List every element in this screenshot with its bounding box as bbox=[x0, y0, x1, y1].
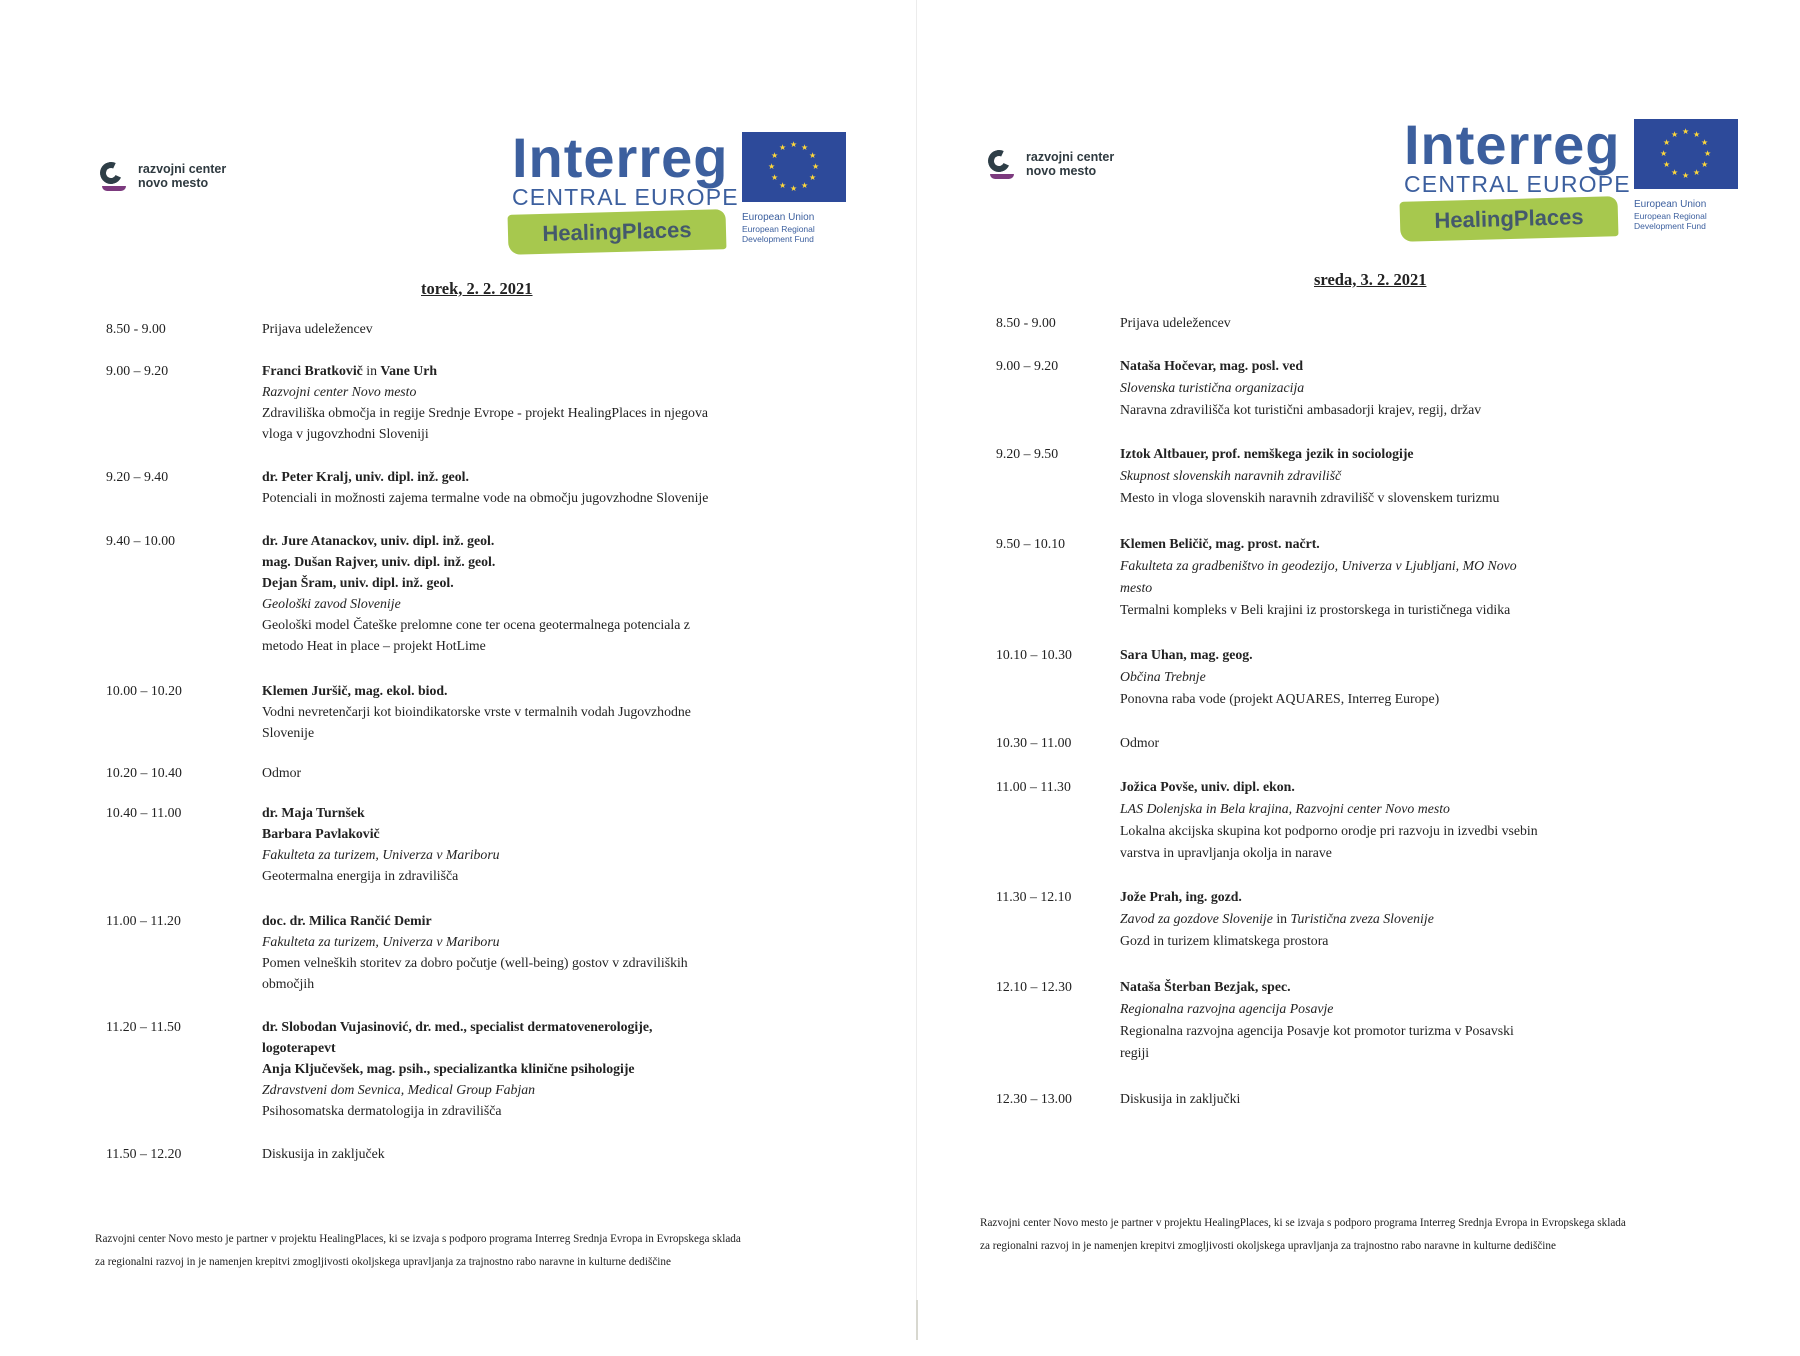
interreg-logo bbox=[512, 126, 852, 260]
organization-name: Geološki zavod Slovenije bbox=[262, 596, 401, 611]
eu-star-icon: ★ bbox=[770, 173, 779, 182]
session-topic: Geotermalna energija in zdravilišča bbox=[262, 868, 459, 883]
organization-name: Turistična zveza Slovenije bbox=[1290, 911, 1434, 926]
footer-line1: Razvojni center Novo mesto je partner v projektu HealingPlaces, ki se izvaja s podporo programa Interreg Srednja Evropa in Evropskega sklada bbox=[980, 1217, 1626, 1229]
footer-line2: za regionalni razvoj in je namenjen krepitvi zmogljivosti okoljskega upravljanja za trajnostno rabo naravne in kulturne dediščine bbox=[980, 1240, 1556, 1252]
session-topic: Diskusija in zaključki bbox=[1120, 1091, 1241, 1106]
connector-text: in bbox=[1272, 911, 1291, 926]
session-topic: Slovenije bbox=[262, 725, 315, 740]
interreg-wordmark: Interreg bbox=[1404, 113, 1621, 176]
session-topic: Geološki model Čateške prelomne cone ter ocena geotermalnega potenciala z bbox=[262, 617, 690, 632]
interreg-wordmark: Interreg bbox=[512, 126, 729, 189]
session-content bbox=[1120, 312, 1231, 334]
speaker-name: dr. Maja Turnšek bbox=[262, 805, 365, 820]
eu-star-icon: ★ bbox=[1662, 138, 1671, 147]
session-topic: Vodni nevretenčarji kot bioindikatorske vrste v termalnih vodah Jugovzhodne bbox=[262, 704, 691, 719]
session-time: 11.20 – 11.50 bbox=[106, 1019, 181, 1034]
session-time: 9.00 – 9.20 bbox=[996, 358, 1059, 373]
page-footer bbox=[980, 1212, 1626, 1258]
organization-name: LAS Dolenjska in Bela krajina, Razvojni center Novo mesto bbox=[1120, 801, 1450, 816]
eu-star-icon: ★ bbox=[790, 184, 798, 193]
razvojni-center-mark-icon bbox=[986, 148, 1018, 180]
session-line bbox=[1120, 908, 1434, 930]
speaker-name: Franci Bratkovič bbox=[262, 363, 363, 378]
eu-caption bbox=[1634, 199, 1707, 231]
eu-flag-icon bbox=[742, 132, 846, 202]
eu-star-icon: ★ bbox=[809, 173, 817, 182]
organization-name: Skupnost slovenskih naravnih zdravilišč bbox=[1120, 468, 1342, 483]
document-page-2 bbox=[900, 0, 1800, 1356]
session-time: 9.20 – 9.50 bbox=[996, 446, 1059, 461]
rc-logo-line2: novo mesto bbox=[138, 176, 209, 190]
organization-name: mesto bbox=[1120, 580, 1153, 595]
session-topic: Lokalna akcijska skupina kot podporno orodje pri razvoju in izvedbi vsebin bbox=[1120, 823, 1538, 838]
eu-caption-line3: Development Fund bbox=[1634, 221, 1706, 231]
eu-caption-line2: European Regional bbox=[1634, 211, 1707, 221]
speaker-name: Barbara Pavlakovič bbox=[262, 826, 380, 841]
eu-star-icon: ★ bbox=[1701, 138, 1709, 147]
speaker-name: Iztok Altbauer, prof. nemškega jezik in sociologije bbox=[1120, 446, 1414, 461]
eu-star-icon: ★ bbox=[779, 142, 787, 152]
session-time: 9.20 – 9.40 bbox=[106, 469, 169, 484]
speaker-name: Jožica Povše, univ. dipl. ekon. bbox=[1120, 779, 1295, 794]
session-content bbox=[262, 530, 690, 656]
eu-caption-line2: European Regional bbox=[742, 224, 815, 234]
session-time: 11.50 – 12.20 bbox=[106, 1146, 182, 1161]
session-topic: Pomen velneških storitev za dobro počutje (well-being) gostov v zdraviliških bbox=[262, 955, 688, 970]
session-time: 11.00 – 11.20 bbox=[106, 913, 181, 928]
eu-star-icon: ★ bbox=[1701, 160, 1709, 169]
session-topic: regiji bbox=[1120, 1045, 1150, 1060]
speaker-name: dr. Slobodan Vujasinović, dr. med., specialist dermatovenerologije, bbox=[262, 1019, 653, 1034]
session-topic: Ponovna raba vode (projekt AQUARES, Interreg Europe) bbox=[1120, 691, 1440, 706]
speaker-name: logoterapevt bbox=[262, 1040, 336, 1055]
speaker-name: Jože Prah, ing. gozd. bbox=[1120, 889, 1242, 904]
eu-star-icon: ★ bbox=[1704, 149, 1712, 158]
session-topic: varstva in upravljanja okolja in narave bbox=[1120, 845, 1332, 860]
session-time: 8.50 - 9.00 bbox=[996, 315, 1056, 330]
eu-star-icon: ★ bbox=[1671, 129, 1679, 139]
speaker-name: dr. Peter Kralj, univ. dipl. inž. geol. bbox=[262, 469, 469, 484]
eu-caption-line3: Development Fund bbox=[742, 234, 814, 244]
organization-name: Razvojni center Novo mesto bbox=[262, 384, 417, 399]
session-topic: Potenciali in možnosti zajema termalne vode na območju jugovzhodne Slovenije bbox=[262, 490, 709, 505]
eu-star-icon: ★ bbox=[1693, 129, 1701, 139]
eu-star-icon: ★ bbox=[770, 151, 779, 160]
session-topic: Mesto in vloga slovenskih naravnih zdravilišč v slovenskem turizmu bbox=[1120, 490, 1500, 505]
eu-star-icon: ★ bbox=[812, 162, 820, 171]
eu-star-icon: ★ bbox=[1671, 168, 1679, 178]
session-topic: Diskusija in zaključek bbox=[262, 1146, 385, 1161]
eu-star-icon: ★ bbox=[768, 162, 776, 171]
session-time: 12.30 – 13.00 bbox=[996, 1091, 1072, 1106]
session-topic: Naravna zdravilišča kot turistični ambasadorji krajev, regij, držav bbox=[1120, 402, 1482, 417]
session-topic: Termalni kompleks v Beli krajini iz prostorskega in turističnega vidika bbox=[1120, 602, 1511, 617]
eu-caption bbox=[742, 212, 815, 244]
session-line bbox=[262, 360, 708, 381]
organization-name: Regionalna razvojna agencija Posavje bbox=[1120, 1001, 1334, 1016]
organization-name: Občina Trebnje bbox=[1120, 669, 1206, 684]
footer-line2: za regionalni razvoj in je namenjen krepitvi zmogljivosti okoljskega upravljanja za trajnostno rabo naravne in kulturne dediščine bbox=[95, 1256, 671, 1268]
session-content bbox=[262, 1016, 652, 1121]
healingplaces-band bbox=[1400, 196, 1619, 242]
eu-star-icon: ★ bbox=[1662, 160, 1671, 169]
razvojni-center-mark-icon bbox=[98, 160, 130, 192]
speaker-name: doc. dr. Milica Rančić Demir bbox=[262, 913, 432, 928]
session-time: 10.30 – 11.00 bbox=[996, 735, 1072, 750]
session-content bbox=[262, 318, 373, 339]
session-content bbox=[1120, 776, 1538, 864]
eu-star-icon: ★ bbox=[1682, 171, 1690, 180]
eu-flag-icon bbox=[1634, 119, 1738, 189]
speaker-name: Klemen Beličič, mag. prost. načrt. bbox=[1120, 536, 1320, 551]
session-topic: Odmor bbox=[1120, 735, 1160, 750]
interreg-programme: CENTRAL EUROPE bbox=[1404, 171, 1631, 197]
session-time: 10.10 – 10.30 bbox=[996, 647, 1072, 662]
organization-name: Fakulteta za turizem, Univerza v Mariboru bbox=[262, 847, 500, 862]
interreg-logo bbox=[1404, 113, 1744, 247]
organization-name: Zdravstveni dom Sevnica, Medical Group Fabjan bbox=[262, 1082, 536, 1097]
session-time: 10.20 – 10.40 bbox=[106, 765, 182, 780]
speaker-name: dr. Jure Atanackov, univ. dipl. inž. geol. bbox=[262, 533, 495, 548]
razvojni-center-logo bbox=[98, 160, 226, 192]
session-content bbox=[262, 910, 688, 994]
eu-star-icon: ★ bbox=[809, 151, 817, 160]
session-content bbox=[262, 360, 708, 444]
session-topic: Regionalna razvojna agencija Posavje kot promotor turizma v Posavski bbox=[1120, 1023, 1514, 1038]
organization-name: Zavod za gozdove Slovenije bbox=[1120, 911, 1273, 926]
session-topic: Prijava udeležencev bbox=[262, 321, 373, 336]
interreg-programme: CENTRAL EUROPE bbox=[512, 184, 739, 210]
organization-name: Fakulteta za turizem, Univerza v Mariboru bbox=[262, 934, 500, 949]
session-topic: območjih bbox=[262, 976, 315, 991]
organization-name: Slovenska turistična organizacija bbox=[1120, 380, 1305, 395]
eu-caption-line1: European Union bbox=[1634, 199, 1707, 210]
rc-logo-line1: razvojni center bbox=[138, 162, 227, 176]
session-time: 10.00 – 10.20 bbox=[106, 683, 182, 698]
eu-star-icon: ★ bbox=[801, 181, 809, 191]
session-topic: Psihosomatska dermatologija in zdravilišča bbox=[262, 1103, 502, 1118]
eu-star-icon: ★ bbox=[1682, 127, 1690, 136]
session-content bbox=[1120, 443, 1499, 509]
session-topic: vloga v jugovzhodni Sloveniji bbox=[262, 426, 429, 441]
session-time: 12.10 – 12.30 bbox=[996, 979, 1072, 994]
session-time: 9.00 – 9.20 bbox=[106, 363, 169, 378]
speaker-name: mag. Dušan Rajver, univ. dipl. inž. geol. bbox=[262, 554, 496, 569]
page-footer bbox=[95, 1228, 741, 1274]
session-time: 8.50 - 9.00 bbox=[106, 321, 166, 336]
speaker-name: Vane Urh bbox=[380, 363, 438, 378]
session-content bbox=[1120, 644, 1439, 710]
session-topic: Zdraviliška območja in regije Srednje Evrope - projekt HealingPlaces in njegova bbox=[262, 405, 708, 420]
eu-caption-line1: European Union bbox=[742, 212, 815, 223]
healingplaces-band bbox=[508, 209, 727, 255]
project-name: HealingPlaces bbox=[1434, 204, 1584, 233]
connector-text: in bbox=[362, 363, 381, 378]
session-content bbox=[262, 466, 708, 508]
razvojni-center-logo bbox=[986, 148, 1114, 180]
eu-star-icon: ★ bbox=[1693, 168, 1701, 178]
eu-star-icon: ★ bbox=[790, 140, 798, 149]
session-topic: Gozd in turizem klimatskega prostora bbox=[1120, 933, 1329, 948]
speaker-name: Dejan Šram, univ. dipl. inž. geol. bbox=[262, 575, 454, 590]
session-time: 9.50 – 10.10 bbox=[996, 536, 1065, 551]
session-topic: Prijava udeležencev bbox=[1120, 315, 1231, 330]
speaker-name: Nataša Hočevar, mag. posl. ved bbox=[1120, 358, 1304, 373]
session-content bbox=[262, 802, 500, 886]
speaker-name: Anja Ključevšek, mag. psih., specializantka klinične psihologije bbox=[262, 1061, 635, 1076]
session-content bbox=[1120, 355, 1481, 421]
footer-line1: Razvojni center Novo mesto je partner v projektu HealingPlaces, ki se izvaja s podporo programa Interreg Srednja Evropa in Evropskega sklada bbox=[95, 1233, 741, 1245]
day-title: sreda, 3. 2. 2021 bbox=[1314, 270, 1427, 289]
session-time: 10.40 – 11.00 bbox=[106, 805, 182, 820]
eu-star-icon: ★ bbox=[1660, 149, 1668, 158]
session-time: 11.00 – 11.30 bbox=[996, 779, 1071, 794]
session-time: 9.40 – 10.00 bbox=[106, 533, 175, 548]
session-content bbox=[1120, 732, 1159, 754]
session-topic: Odmor bbox=[262, 765, 302, 780]
speaker-name: Sara Uhan, mag. geog. bbox=[1120, 647, 1253, 662]
speaker-name: Klemen Juršič, mag. ekol. biod. bbox=[262, 683, 448, 698]
session-content bbox=[1120, 976, 1514, 1064]
session-content bbox=[1120, 886, 1434, 952]
session-content bbox=[1120, 1088, 1240, 1110]
project-name: HealingPlaces bbox=[542, 217, 692, 246]
speaker-name: Nataša Šterban Bezjak, spec. bbox=[1120, 979, 1291, 994]
session-content bbox=[262, 762, 301, 783]
rc-logo-line2: novo mesto bbox=[1026, 164, 1097, 178]
eu-star-icon: ★ bbox=[801, 142, 809, 152]
session-time: 11.30 – 12.10 bbox=[996, 889, 1072, 904]
rc-logo-line1: razvojni center bbox=[1026, 150, 1115, 164]
organization-name: Fakulteta za gradbeništvo in geodezijo, Univerza v Ljubljani, MO Novo bbox=[1120, 558, 1517, 573]
day-title: torek, 2. 2. 2021 bbox=[421, 279, 533, 298]
session-topic: metodo Heat in place – projekt HotLime bbox=[262, 638, 486, 653]
session-content bbox=[262, 1143, 385, 1164]
eu-star-icon: ★ bbox=[779, 181, 787, 191]
session-content bbox=[262, 680, 691, 743]
session-content bbox=[1120, 533, 1517, 621]
